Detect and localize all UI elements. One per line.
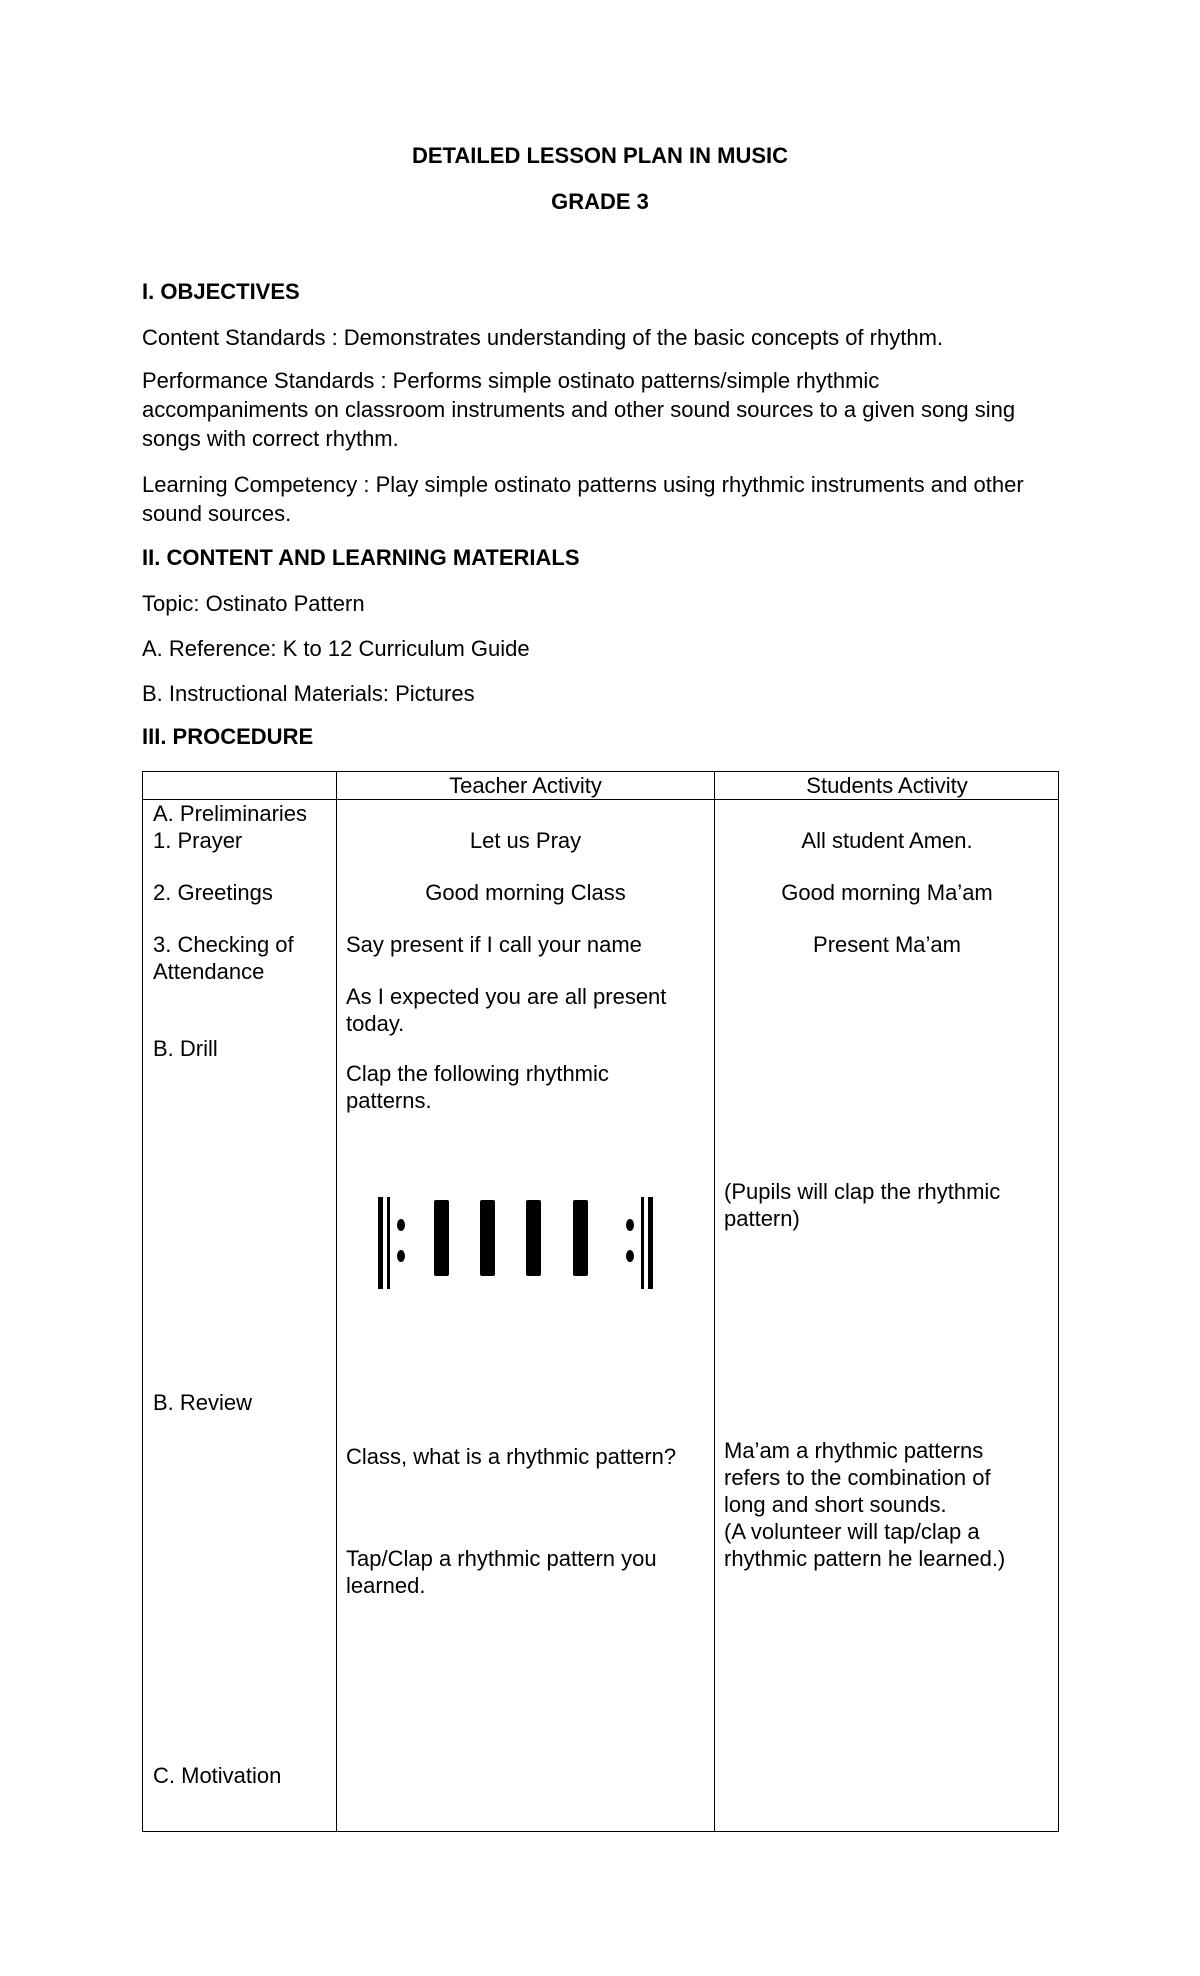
students-greet: Good morning Ma’am (781, 880, 993, 905)
teacher-question: Class, what is a rhythmic pattern? (346, 1444, 677, 1469)
prayer-label: 1. Prayer (153, 828, 243, 853)
review-label: B. Review (153, 1390, 253, 1415)
preliminaries-label: A. Preliminaries (153, 801, 308, 826)
teacher-clap: Clap the following rhythmic patterns. (346, 1061, 609, 1113)
learning-competency: Learning Competency : Play simple ostinato patterns using rhythmic instruments and other sound sources. (142, 472, 1024, 526)
document-title: DETAILED LESSON PLAN IN MUSIC (411, 143, 789, 168)
teacher-tap: Tap/Clap a rhythmic pattern you learned. (346, 1546, 657, 1598)
content-standards: Content Standards : Demonstrates understanding of the basic concepts of rhythm. (142, 325, 944, 350)
content-heading: II. CONTENT AND LEARNING MATERIALS (142, 545, 580, 570)
students-answer: Ma’am a rhythmic patterns refers to the combination of long and short sounds. (724, 1438, 991, 1517)
procedure-heading: III. PROCEDURE (142, 724, 314, 749)
drill-label: B. Drill (153, 1036, 218, 1061)
greetings-label: 2. Greetings (153, 880, 273, 905)
teacher-expected: As I expected you are all present today. (346, 984, 667, 1036)
students-activity-header: Students Activity (806, 773, 968, 798)
performance-standards: Performance Standards : Performs simple ostinato patterns/simple rhythmic accompaniments on classroom instruments and other sound sources to a given song sing songs with correct rhythm. (142, 368, 1016, 451)
students-volunteer: (A volunteer will tap/clap a rhythmic pattern he learned.) (724, 1519, 1006, 1571)
students-present: Present Ma’am (813, 932, 961, 957)
instructional-materials: B. Instructional Materials: Pictures (142, 681, 475, 706)
topic: Topic: Ostinato Pattern (142, 591, 365, 616)
procedure-table (142, 771, 1059, 1832)
teacher-say-present: Say present if I call your name (346, 932, 642, 957)
grade-label: GRADE 3 (551, 189, 649, 214)
students-amen: All student Amen. (801, 828, 973, 853)
rhythm-pattern-figure (376, 1192, 676, 1292)
reference: A. Reference: K to 12 Curriculum Guide (142, 636, 530, 661)
students-clap: (Pupils will clap the rhythmic pattern) (724, 1179, 1001, 1231)
teacher-greet: Good morning Class (425, 880, 626, 905)
attendance-label: 3. Checking of (153, 932, 294, 957)
teacher-activity-header: Teacher Activity (449, 773, 602, 798)
column-divider (336, 772, 337, 1831)
attendance-label-2: Attendance (153, 959, 265, 984)
motivation-label: C. Motivation (153, 1763, 282, 1788)
teacher-pray: Let us Pray (469, 828, 582, 853)
objectives-heading: I. OBJECTIVES (142, 279, 300, 304)
